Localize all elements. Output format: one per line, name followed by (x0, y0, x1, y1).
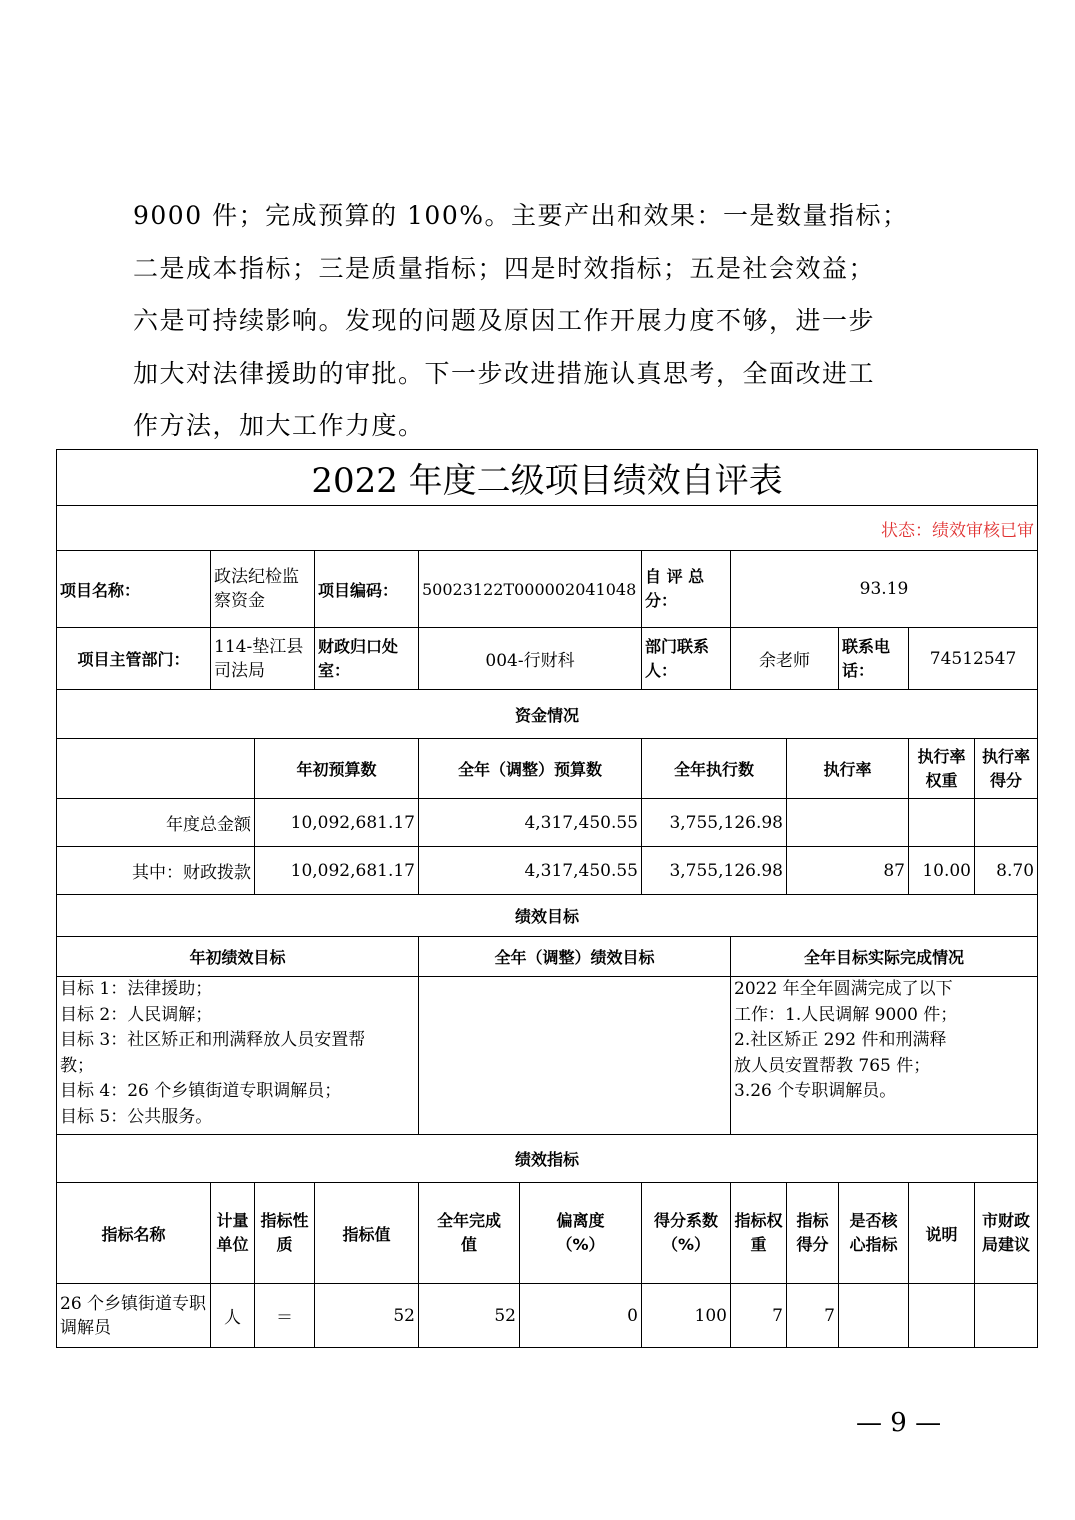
funds-initial-value: 10,092,681.17 (255, 847, 419, 895)
target-line: 目标 2：人民调解； (60, 1004, 213, 1025)
finance-office-value: 004-行财科 (419, 628, 642, 690)
project-code-value: 50023122T000002041048 (419, 551, 642, 628)
paragraph-line: 加大对法律援助的审批。下一步改进措施认真思考，全面改进工 (133, 358, 876, 388)
project-name-value: 政法纪检监察资金 (211, 551, 315, 628)
adjusted-targets-text (419, 977, 731, 1135)
initial-targets-text (57, 977, 419, 1135)
funds-score-value: 8.70 (975, 847, 1038, 895)
completion-line: 3.26 个专职调解员。 (734, 1081, 897, 1101)
contact-value: 余老师 (731, 628, 839, 690)
indicator-header: 全年完成值 (419, 1183, 520, 1284)
intro-paragraph (133, 190, 953, 453)
funds-header-rate: 执行率 (787, 739, 909, 799)
phone-label: 联系电话： (839, 628, 909, 690)
indicator-note (909, 1284, 975, 1348)
indicator-score: 7 (787, 1284, 839, 1348)
targets-header-adjusted: 全年（调整）绩效目标 (419, 937, 731, 977)
funds-header-score: 执行率得分 (975, 739, 1038, 799)
funds-header-executed: 全年执行数 (642, 739, 787, 799)
target-line: 目标 4：26 个乡镇街道专职调解员； (60, 1081, 342, 1101)
page-number: — 9 — (856, 1408, 942, 1438)
indicator-completed: 52 (419, 1284, 520, 1348)
indicator-header: 指标名称 (57, 1183, 211, 1284)
contact-label: 部门联系人： (642, 628, 731, 690)
paragraph-line: 二是成本指标；三是质量指标；四是时效指标；五是社会效益； (133, 253, 876, 283)
target-line: 目标 5：公共服务。 (60, 1106, 213, 1127)
indicator-header: 偏离度（%） (520, 1183, 642, 1284)
targets-section-title: 绩效目标 (57, 895, 1038, 937)
funds-initial-value: 10,092,681.17 (255, 799, 419, 847)
indicator-header: 指标值 (315, 1183, 419, 1284)
dept-value: 114-垫江县司法局 (211, 628, 315, 690)
self-score-label: 自 评 总 分： (642, 551, 731, 628)
funds-header-adjusted: 全年（调整）预算数 (419, 739, 642, 799)
paragraph-line: 六是可持续影响。发现的问题及原因工作开展力度不够，进一步 (133, 306, 876, 335)
indicator-header: 市财政局建议 (975, 1183, 1038, 1284)
indicator-header: 计量单位 (211, 1183, 255, 1284)
self-score-value: 93.19 (731, 551, 1038, 628)
indicator-header: 说明 (909, 1183, 975, 1284)
finance-office-label: 财政归口处室： (315, 628, 419, 690)
targets-header-actual: 全年目标实际完成情况 (731, 937, 1038, 977)
indicator-name: 26 个乡镇街道专职调解员 (57, 1284, 211, 1348)
indicator-nature: ＝ (255, 1284, 315, 1348)
funds-weight-value: 10.00 (909, 847, 975, 895)
funds-rate-value (787, 799, 909, 847)
table-row (57, 1284, 1038, 1348)
indicator-suggestion (975, 1284, 1038, 1348)
project-code-label: 项目编码： (315, 551, 419, 628)
indicator-header: 得分系数（%） (642, 1183, 731, 1284)
status-label: 状态：绩效审核已审 (57, 506, 1038, 551)
performance-table (56, 449, 1038, 1348)
funds-row-label: 年度总金额 (57, 799, 255, 847)
funds-header-initial: 年初预算数 (255, 739, 419, 799)
indicators-section-title: 绩效指标 (57, 1135, 1038, 1183)
indicator-value: 52 (315, 1284, 419, 1348)
indicator-core (839, 1284, 909, 1348)
completion-line: 2022 年全年圆满完成了以下 (734, 979, 953, 999)
funds-row-label: 其中：财政拨款 (57, 847, 255, 895)
completion-line: 工作：1.人民调解 9000 件； (734, 1004, 958, 1025)
actual-completion-text (731, 977, 1038, 1135)
indicator-deviation: 0 (520, 1284, 642, 1348)
indicator-header: 指标性质 (255, 1183, 315, 1284)
funds-adjusted-value: 4,317,450.55 (419, 799, 642, 847)
funds-score-value (975, 799, 1038, 847)
indicator-weight: 7 (731, 1284, 787, 1348)
completion-line: 2.社区矫正 292 件和刑满释 (734, 1030, 947, 1050)
paragraph-line: 作方法，加大工作力度。 (133, 411, 425, 440)
table-row (57, 799, 1038, 847)
indicator-header: 指标权重 (731, 1183, 787, 1284)
indicator-unit: 人 (211, 1284, 255, 1348)
dept-label: 项目主管部门： (57, 628, 211, 690)
phone-value: 74512547 (909, 628, 1038, 690)
funds-weight-value (909, 799, 975, 847)
funds-executed-value: 3,755,126.98 (642, 847, 787, 895)
funds-executed-value: 3,755,126.98 (642, 799, 787, 847)
funds-adjusted-value: 4,317,450.55 (419, 847, 642, 895)
targets-header-initial: 年初绩效目标 (57, 937, 419, 977)
funds-header-weight: 执行率权重 (909, 739, 975, 799)
paragraph-line: 9000 件；完成预算的 100%。主要产出和效果：一是数量指标； (133, 201, 909, 230)
table-row (57, 847, 1038, 895)
target-line: 目标 1：法律援助； (60, 979, 213, 999)
funds-header-empty (57, 739, 255, 799)
target-line: 教； (60, 1055, 94, 1076)
completion-line: 放人员安置帮教 765 件； (734, 1055, 931, 1076)
table-title: 2022 年度二级项目绩效自评表 (57, 450, 1038, 506)
project-name-label: 项目名称： (57, 551, 211, 628)
target-line: 目标 3：社区矫正和刑满释放人员安置帮 (60, 1030, 366, 1050)
funds-rate-value: 87 (787, 847, 909, 895)
funds-section-title: 资金情况 (57, 690, 1038, 739)
indicator-header: 指标得分 (787, 1183, 839, 1284)
indicator-header: 是否核心指标 (839, 1183, 909, 1284)
indicator-coefficient: 100 (642, 1284, 731, 1348)
